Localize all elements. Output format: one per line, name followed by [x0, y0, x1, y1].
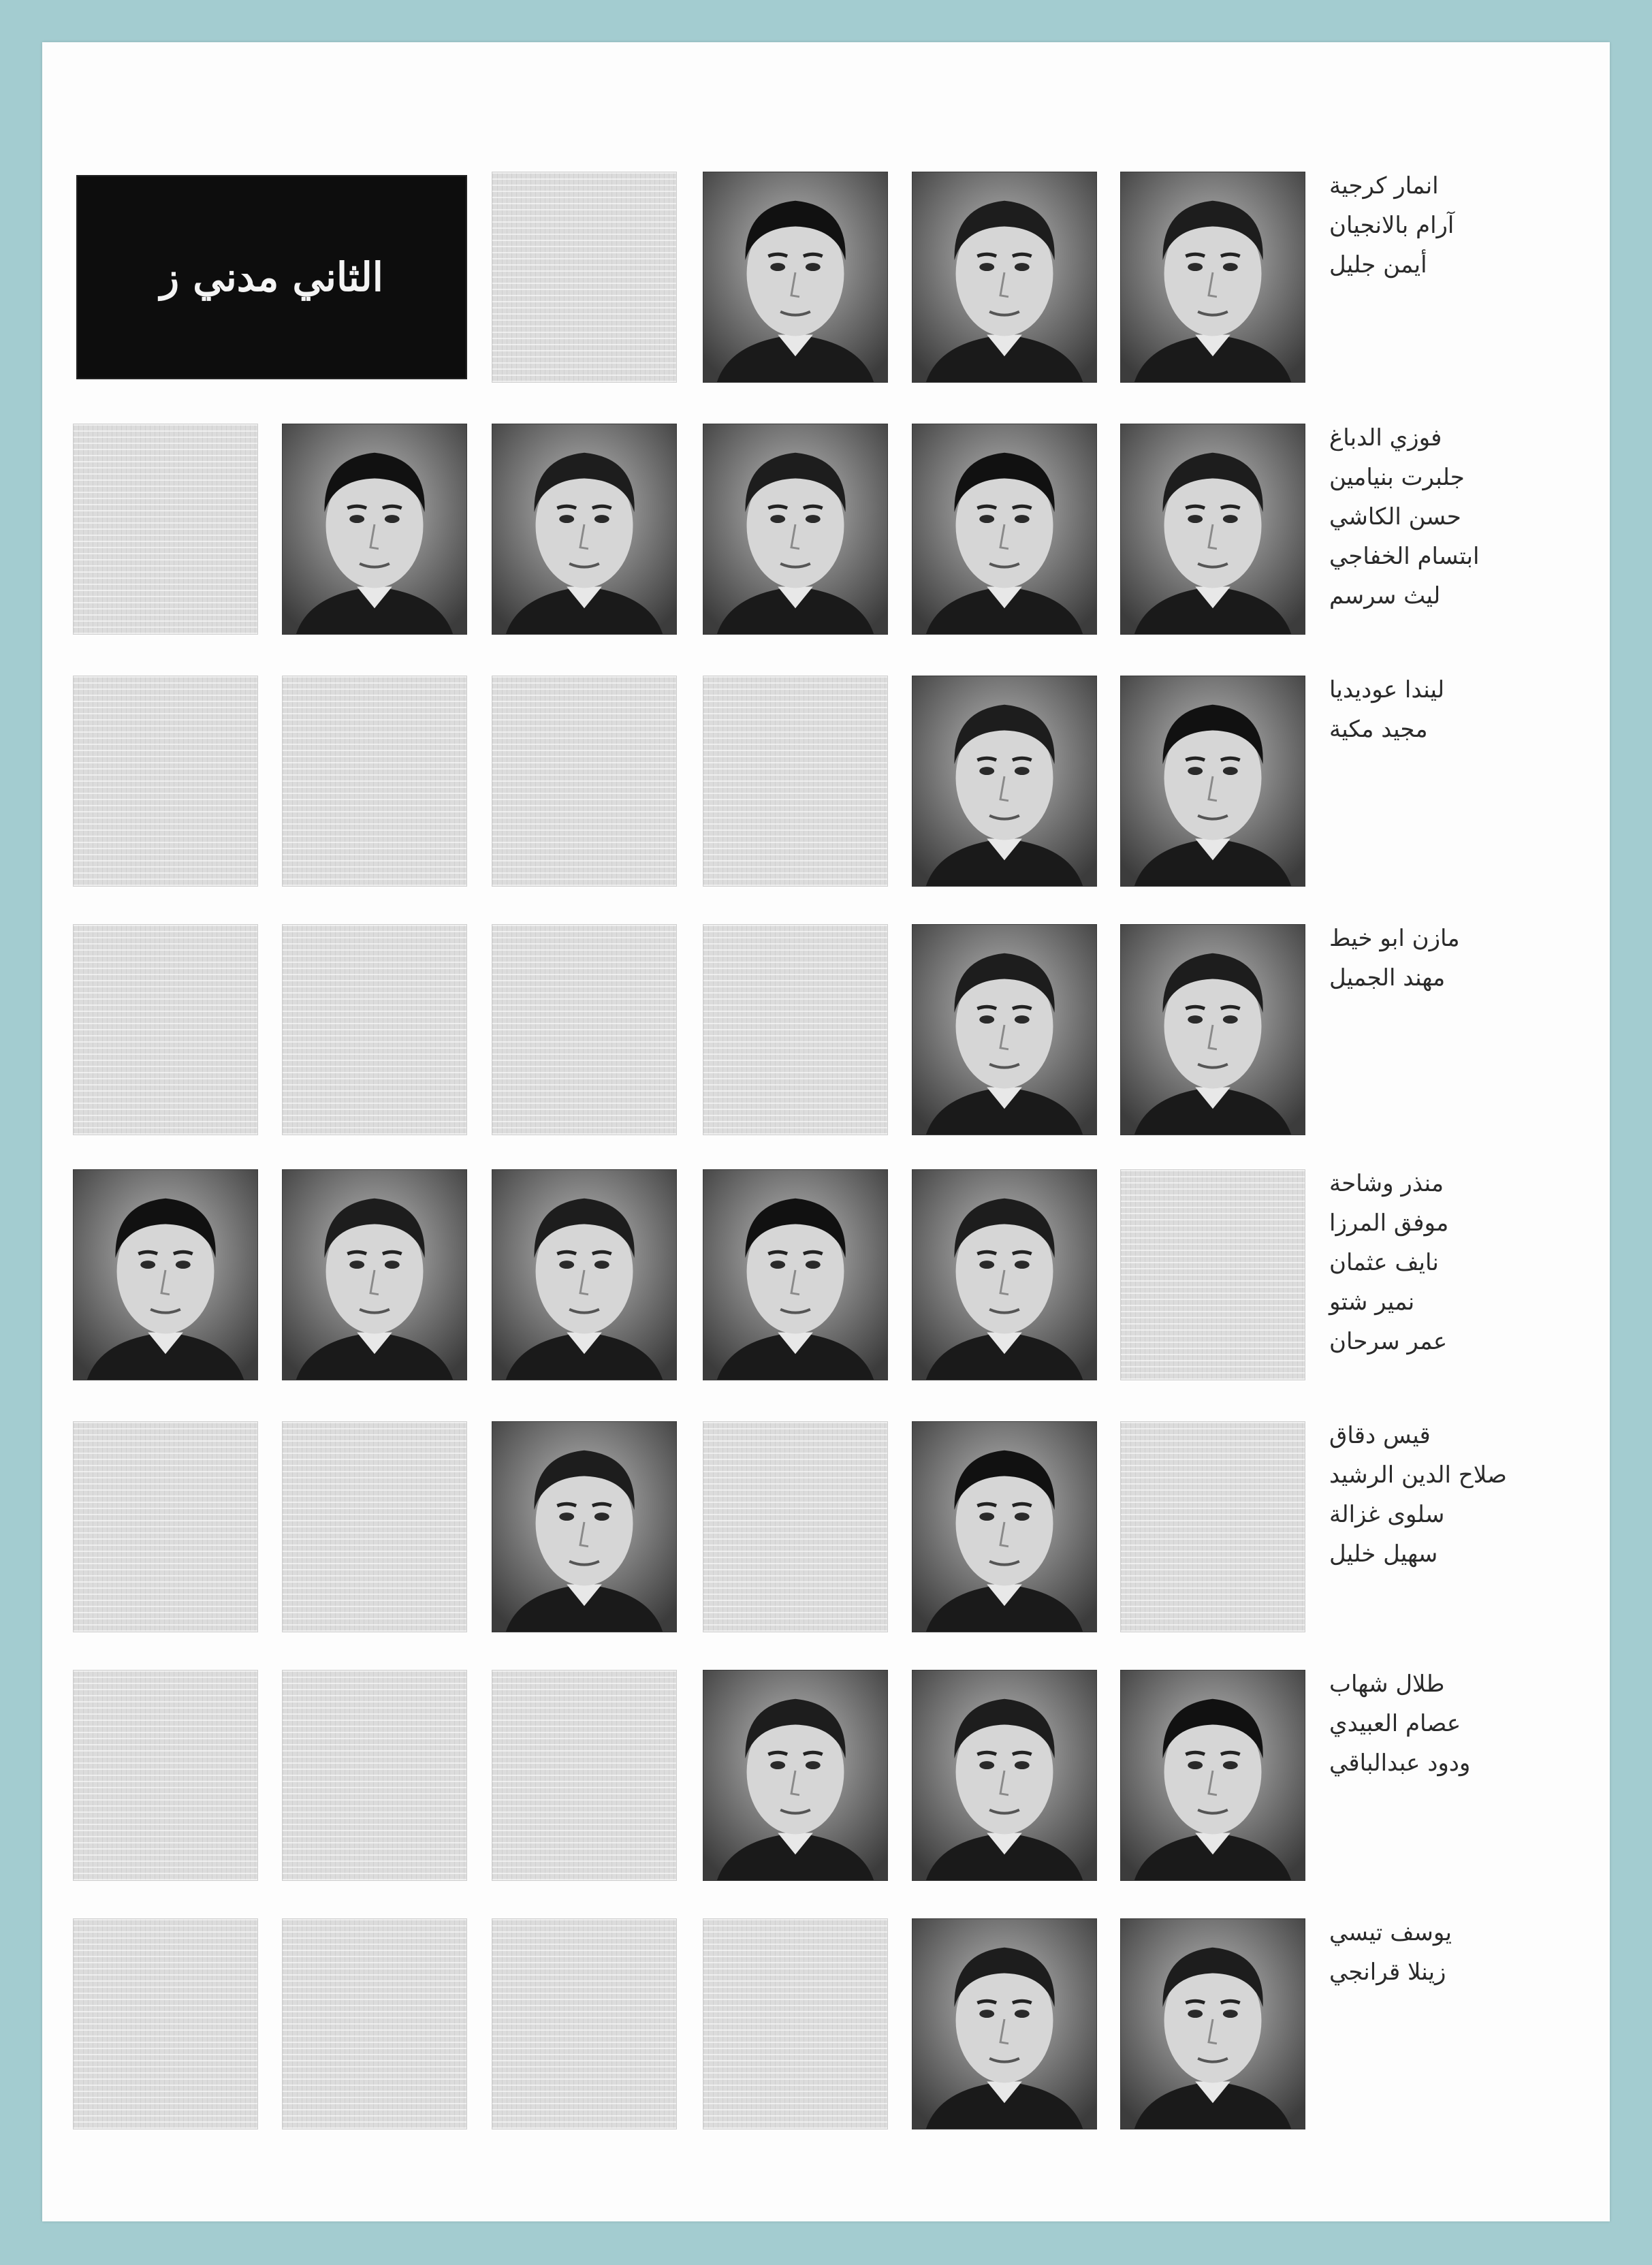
student-portrait [492, 1169, 677, 1380]
student-names-list [1329, 166, 1454, 285]
student-name: ودود عبدالباقي [1329, 1749, 1471, 1777]
student-name: عصام العبيدي [1329, 1710, 1461, 1737]
student-name: مازن ابو خيط [1329, 925, 1460, 952]
yearbook-page [42, 42, 1610, 2221]
student-names-list [1329, 1664, 1470, 1783]
blank-photo-slot [703, 924, 888, 1135]
student-name: زينلا قرانجي [1329, 1959, 1446, 1986]
student-name: عمر سرحان [1329, 1328, 1448, 1355]
student-name: نايف عثمان [1329, 1249, 1439, 1276]
student-portrait [912, 924, 1097, 1135]
student-name: صلاح الدين الرشيد [1329, 1461, 1507, 1489]
student-portrait [912, 1421, 1097, 1632]
blank-photo-slot [1120, 1169, 1305, 1380]
student-portrait [912, 1670, 1097, 1881]
student-name: أيمن جليل [1329, 251, 1427, 279]
student-portrait [282, 1169, 467, 1380]
student-name: يوسف تيسي [1329, 1919, 1452, 1946]
student-portrait [1120, 172, 1305, 383]
class-title-banner: الثاني مدني ز [76, 175, 467, 379]
student-name: موفق المرزا [1329, 1209, 1449, 1237]
blank-photo-slot [703, 1918, 888, 2129]
student-names-list [1329, 1913, 1452, 1992]
student-portrait [1120, 424, 1305, 635]
student-name: سلوى غزالة [1329, 1501, 1445, 1528]
student-portrait [492, 1421, 677, 1632]
student-name: ليث سرسم [1329, 582, 1441, 609]
student-names-list [1329, 418, 1479, 616]
student-portrait [912, 1169, 1097, 1380]
student-portrait [1120, 924, 1305, 1135]
student-name: فوزي الدباغ [1329, 424, 1442, 452]
student-portrait [912, 1918, 1097, 2129]
blank-photo-slot [282, 676, 467, 887]
student-name: سهيل خليل [1329, 1540, 1438, 1568]
blank-photo-slot [492, 1918, 677, 2129]
student-name: جلبرت بنيامين [1329, 464, 1465, 491]
blank-photo-slot [73, 1670, 258, 1881]
student-portrait [1120, 1918, 1305, 2129]
student-name: مهند الجميل [1329, 964, 1446, 992]
student-name: ليندا عوديديا [1329, 676, 1445, 703]
student-portrait [703, 424, 888, 635]
blank-photo-slot [492, 676, 677, 887]
student-portrait [1120, 676, 1305, 887]
student-portrait [703, 1670, 888, 1881]
student-names-list [1329, 670, 1444, 749]
student-portrait [492, 424, 677, 635]
student-portrait [703, 1169, 888, 1380]
student-name: نمير شتو [1329, 1288, 1415, 1316]
student-portrait [912, 424, 1097, 635]
blank-photo-slot [73, 924, 258, 1135]
blank-photo-slot [73, 1421, 258, 1632]
student-portrait [912, 172, 1097, 383]
student-portrait [282, 424, 467, 635]
student-name: انمار كرجية [1329, 172, 1439, 200]
student-portrait [703, 172, 888, 383]
blank-photo-slot [492, 1670, 677, 1881]
student-portrait [912, 676, 1097, 887]
blank-photo-slot [1120, 1421, 1305, 1632]
student-names-list [1329, 1164, 1448, 1361]
student-portrait [73, 1169, 258, 1380]
blank-photo-slot [492, 924, 677, 1135]
student-name: آرام بالانجيان [1329, 212, 1455, 239]
student-name: ابتسام الخفاجي [1329, 543, 1480, 570]
student-portrait [1120, 1670, 1305, 1881]
blank-photo-slot [282, 1918, 467, 2129]
student-name: قيس دقاق [1329, 1422, 1431, 1449]
blank-photo-slot [73, 1918, 258, 2129]
blank-photo-slot [703, 1421, 888, 1632]
student-name: طلال شهاب [1329, 1670, 1445, 1698]
student-name: مجيد مكية [1329, 716, 1428, 743]
blank-photo-slot [73, 424, 258, 635]
blank-photo-slot [73, 676, 258, 887]
blank-photo-slot [282, 924, 467, 1135]
student-names-list [1329, 1416, 1507, 1574]
blank-photo-slot [282, 1421, 467, 1632]
blank-photo-slot [492, 172, 677, 383]
student-names-list [1329, 919, 1460, 998]
student-name: حسن الكاشي [1329, 503, 1461, 530]
student-name: منذر وشاحة [1329, 1170, 1444, 1197]
blank-photo-slot [282, 1670, 467, 1881]
blank-photo-slot [703, 676, 888, 887]
